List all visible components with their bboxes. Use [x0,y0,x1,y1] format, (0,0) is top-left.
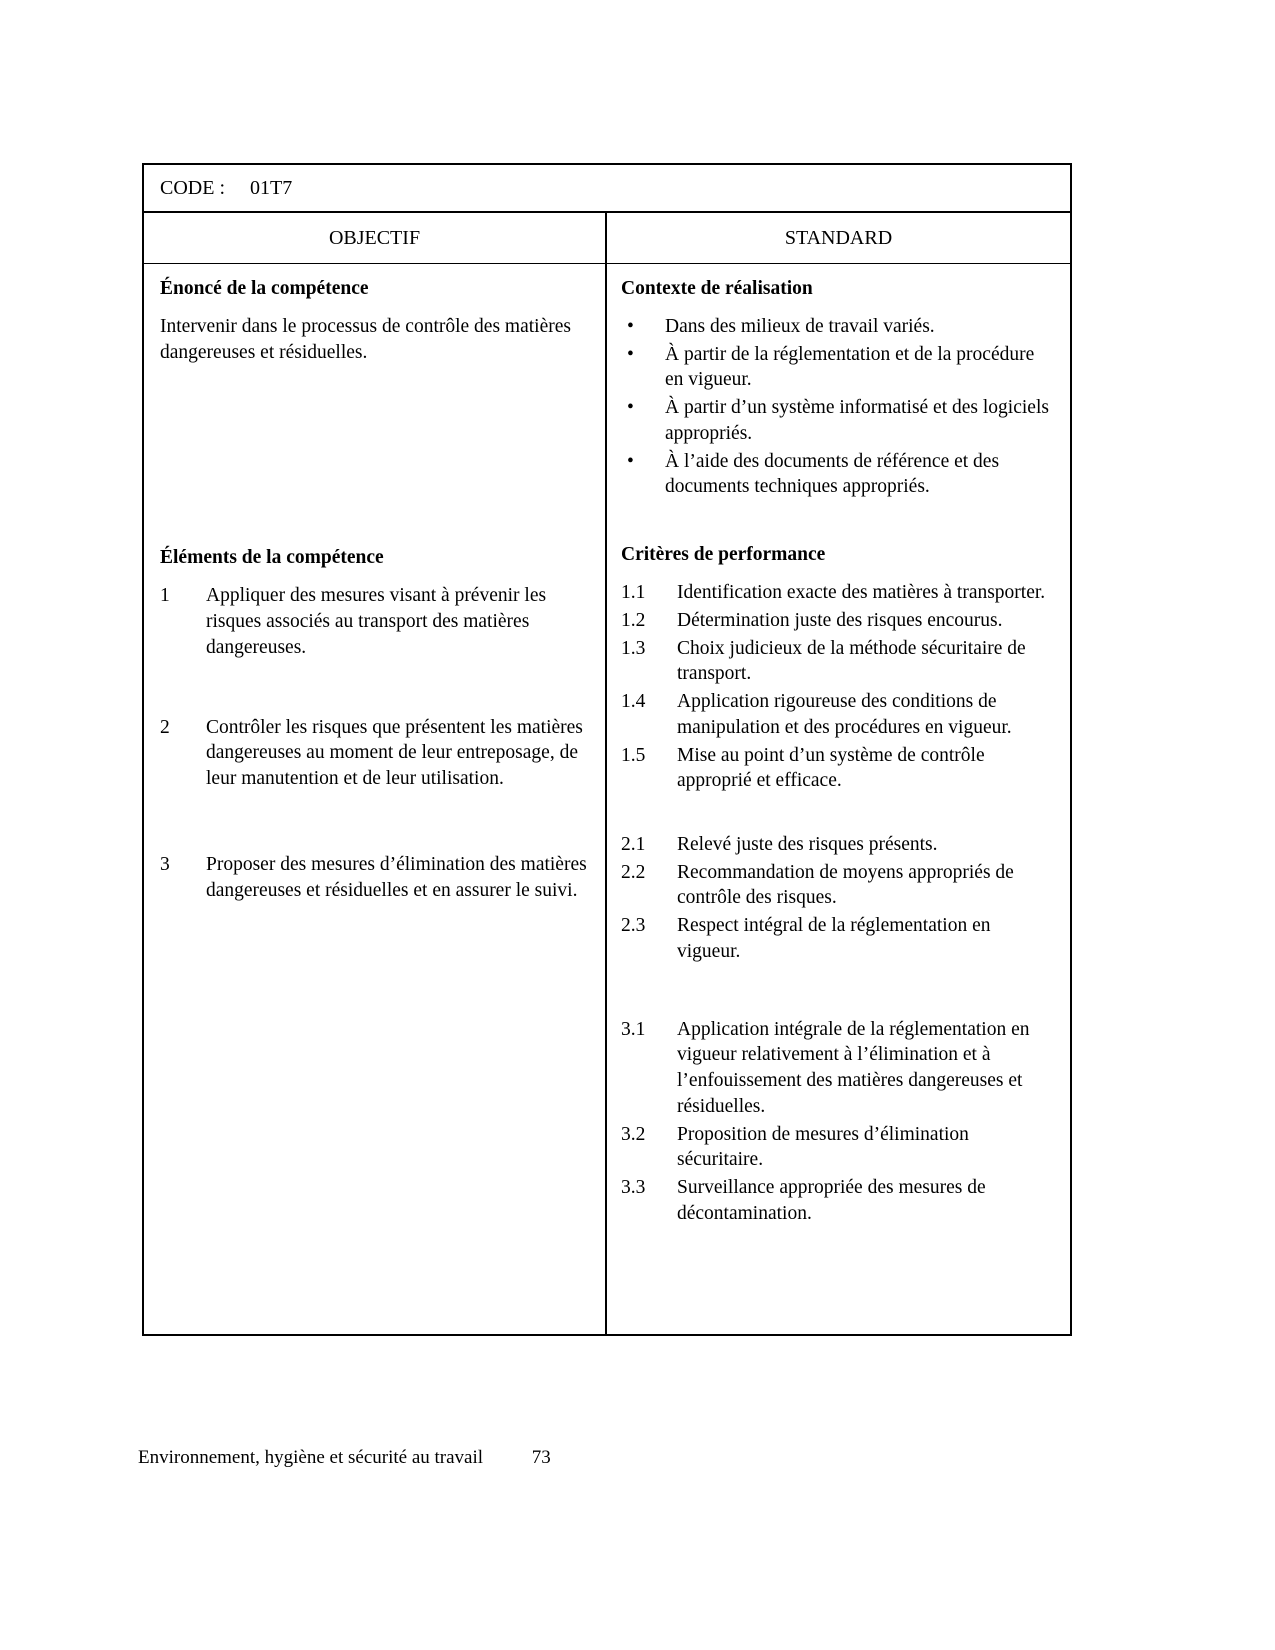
competency-table [142,163,1072,1336]
critere-item [621,636,1052,687]
critere-text: Mise au point d’un système de contrôle approprié et efficace. [677,744,985,792]
code-label: CODE : [160,177,225,199]
critere-group-gap [621,967,1052,1017]
critere-item [621,1175,1052,1226]
contexte-bullet: • Dans des milieux de travail variés. [621,314,1052,340]
elements-list [160,583,587,903]
critere-number: 1.3 [621,637,646,659]
table-columns [144,213,1070,1334]
element-number: 2 [160,716,170,738]
critere-text: Application rigoureuse des conditions de manipulation et des procédures en vigueur. [677,691,1012,738]
contexte-bullet: • À l’aide des documents de référence et des documents techniques appropriés. [621,449,1052,500]
element-text: Contrôler les risques que présentent les matières dangereuses au moment de leur entreposage, de leur manutention et de leur utilisation. [206,716,583,790]
code-row [144,165,1070,213]
objectif-column [144,213,607,1334]
critere-item [621,743,1052,794]
critere-number: 2.3 [621,915,646,937]
elements-title: Éléments de la compétence [160,547,384,569]
critere-number: 3.1 [621,1018,646,1040]
critere-number: 3.3 [621,1177,646,1199]
critere-text: Respect intégral de la réglementation en vigueur. [677,915,991,962]
objectif-header: OBJECTIF [144,213,605,264]
critere-number: 3.2 [621,1123,646,1145]
contexte-list [621,314,1052,500]
critere-number: 1.4 [621,691,646,713]
element-gap [160,794,587,852]
critere-text: Choix judicieux de la méthode sécuritaire de transport. [677,637,1026,685]
critere-number: 1.2 [621,609,646,631]
element-item [160,852,587,903]
standard-spacer [621,502,1052,544]
critere-text: Recommandation de moyens appropriés de contrôle des risques. [677,861,1014,909]
footer-program-title: Environnement, hygiène et sécurité au travail [138,1447,484,1468]
critere-number: 2.1 [621,834,646,856]
critere-group-gap [621,796,1052,832]
code-value: 01T7 [250,177,293,199]
critere-item [621,608,1052,634]
critere-text: Identification exacte des matières à transporter. [677,582,1046,604]
critere-text: Détermination juste des risques encourus. [677,609,1003,631]
critere-text: Application intégrale de la réglementation en vigueur relativement à l’élimination et à l’enfouissement des matières dangereuses et résiduelles. [677,1018,1030,1117]
enonce-title: Énoncé de la compétence [160,278,369,299]
contexte-bullet: • À partir d’un système informatisé et des logiciels appropriés. [621,395,1052,446]
footer-page-number: 73 [531,1447,551,1468]
critere-item [621,580,1052,606]
criteres-title: Critères de performance [621,544,826,566]
element-item [160,715,587,792]
element-text: Proposer des mesures d’élimination des matières dangereuses et résiduelles et en assurer le suivi. [206,853,587,901]
critere-number: 2.2 [621,861,646,883]
page-footer [138,1447,551,1469]
element-gap [160,663,587,715]
objectif-spacer [160,365,587,547]
critere-item [621,1122,1052,1173]
objectif-body [144,264,605,1334]
critere-text: Surveillance appropriée des mesures de décontamination. [677,1177,986,1224]
criteres-list [621,580,1052,1226]
critere-number: 1.1 [621,582,646,604]
element-item [160,583,587,660]
standard-header: STANDARD [607,213,1070,264]
enonce-text: Intervenir dans le processus de contrôle des matières dangereuses et résiduelles. [160,316,571,363]
critere-number: 1.5 [621,744,646,766]
standard-column [607,213,1070,1334]
standard-body [607,264,1070,1334]
element-number: 3 [160,853,170,875]
critere-item [621,860,1052,911]
critere-item [621,689,1052,740]
element-text: Appliquer des mesures visant à prévenir les risques associés au transport des matières dangereuses. [206,585,547,658]
critere-item [621,1017,1052,1120]
critere-text: Proposition de mesures d’élimination sécuritaire. [677,1123,969,1171]
critere-item [621,913,1052,964]
element-number: 1 [160,585,170,607]
critere-text: Relevé juste des risques présents. [677,834,938,856]
contexte-bullet: • À partir de la réglementation et de la procédure en vigueur. [621,342,1052,393]
contexte-title: Contexte de réalisation [621,278,813,299]
critere-item [621,832,1052,858]
